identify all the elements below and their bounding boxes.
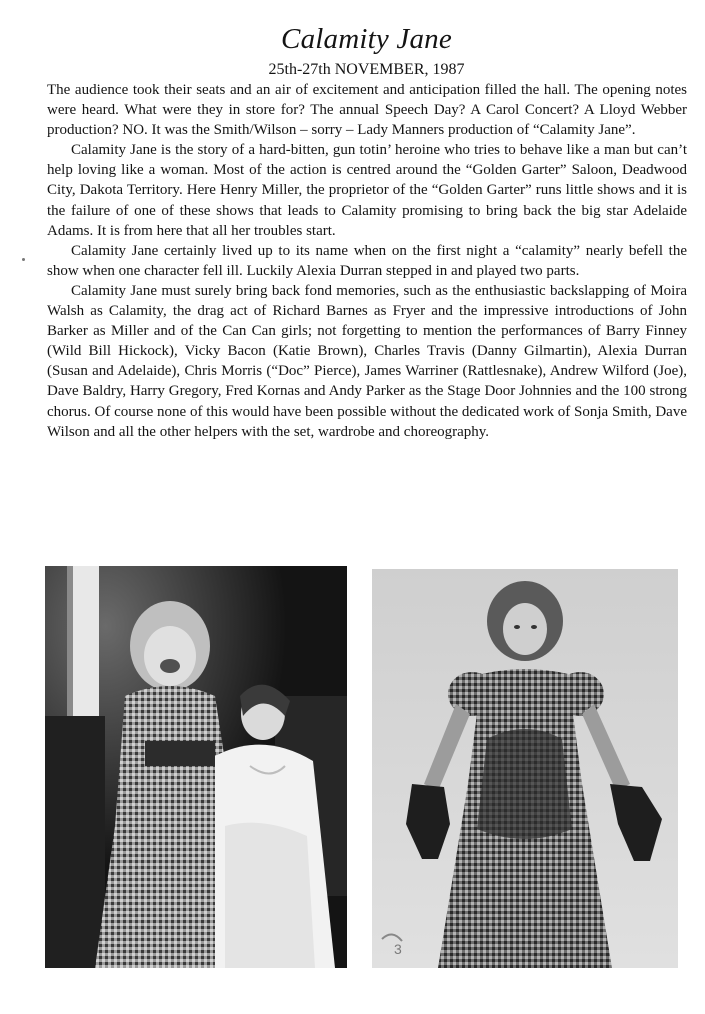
paragraph-1: The audience took their seats and an air of excitement and anticipation filled the hall. The opening notes were heard. What were they in store for? The annual Speech Day? A Carol Concert? A Lloyd Webber production? NO. It was the Smith/Wilson – sorry – Lady Manners production of “Calamity Jane”. [47, 82, 687, 139]
event-dates: 25th-27th NOVEMBER, 1987 [268, 61, 465, 78]
paragraph-2: Calamity Jane is the story of a hard-bitten, gun totin’ heroine who tries to behave like a man but can’t help loving like a woman. Most of the action is centred around the “Golden Garter” Saloon, Deadwood City, Dakota Territory. Here Henry Miller, the proprietor of the “Golden Garter” runs little shows and it is the failure of one of these shows that leads to Calamity promising to bring back the big star Adelaide Adams. It is from here that all her troubles start. [47, 142, 687, 239]
photo-two-performers [45, 566, 347, 968]
article-body [47, 80, 687, 442]
page-title: Calamity Jane [281, 23, 452, 55]
svg-text:3: 3 [394, 941, 402, 957]
paragraph-3: Calamity Jane certainly lived up to its name when on the first night a “calamity” nearly befell the show when one character fell ill. Luckily Alexia Durran stepped in and played two parts. [47, 242, 687, 279]
margin-speck [22, 258, 25, 261]
photo-performer-gingham-dress [372, 569, 678, 968]
paragraph-4: Calamity Jane must surely bring back fond memories, such as the enthusiastic backslapping of Moira Walsh as Calamity, the drag act of Richard Barnes as Fryer and the impressive introductions of John Barker as Miller and of the Can Can girls; not forgetting to mention the performances of Barry Finney (Wild Bill Hickock), Vicky Bacon (Katie Brown), Charles Travis (Danny Gilmartin), Alexia Durran (Susan and Adelaide), Chris Morris (“Doc” Pierce), James Warriner (Rattlesnake), Andrew Wilford (Joe), Dave Baldry, Harry Gregory, Fred Kornas and Andy Parker as the Stage Door Johnnies and the 100 strong chorus. Of course none of this would have been possible without the dedicated work of Sonja Smith, Dave Wilson and all the other helpers with the set, wardrobe and choreography. [47, 282, 687, 440]
